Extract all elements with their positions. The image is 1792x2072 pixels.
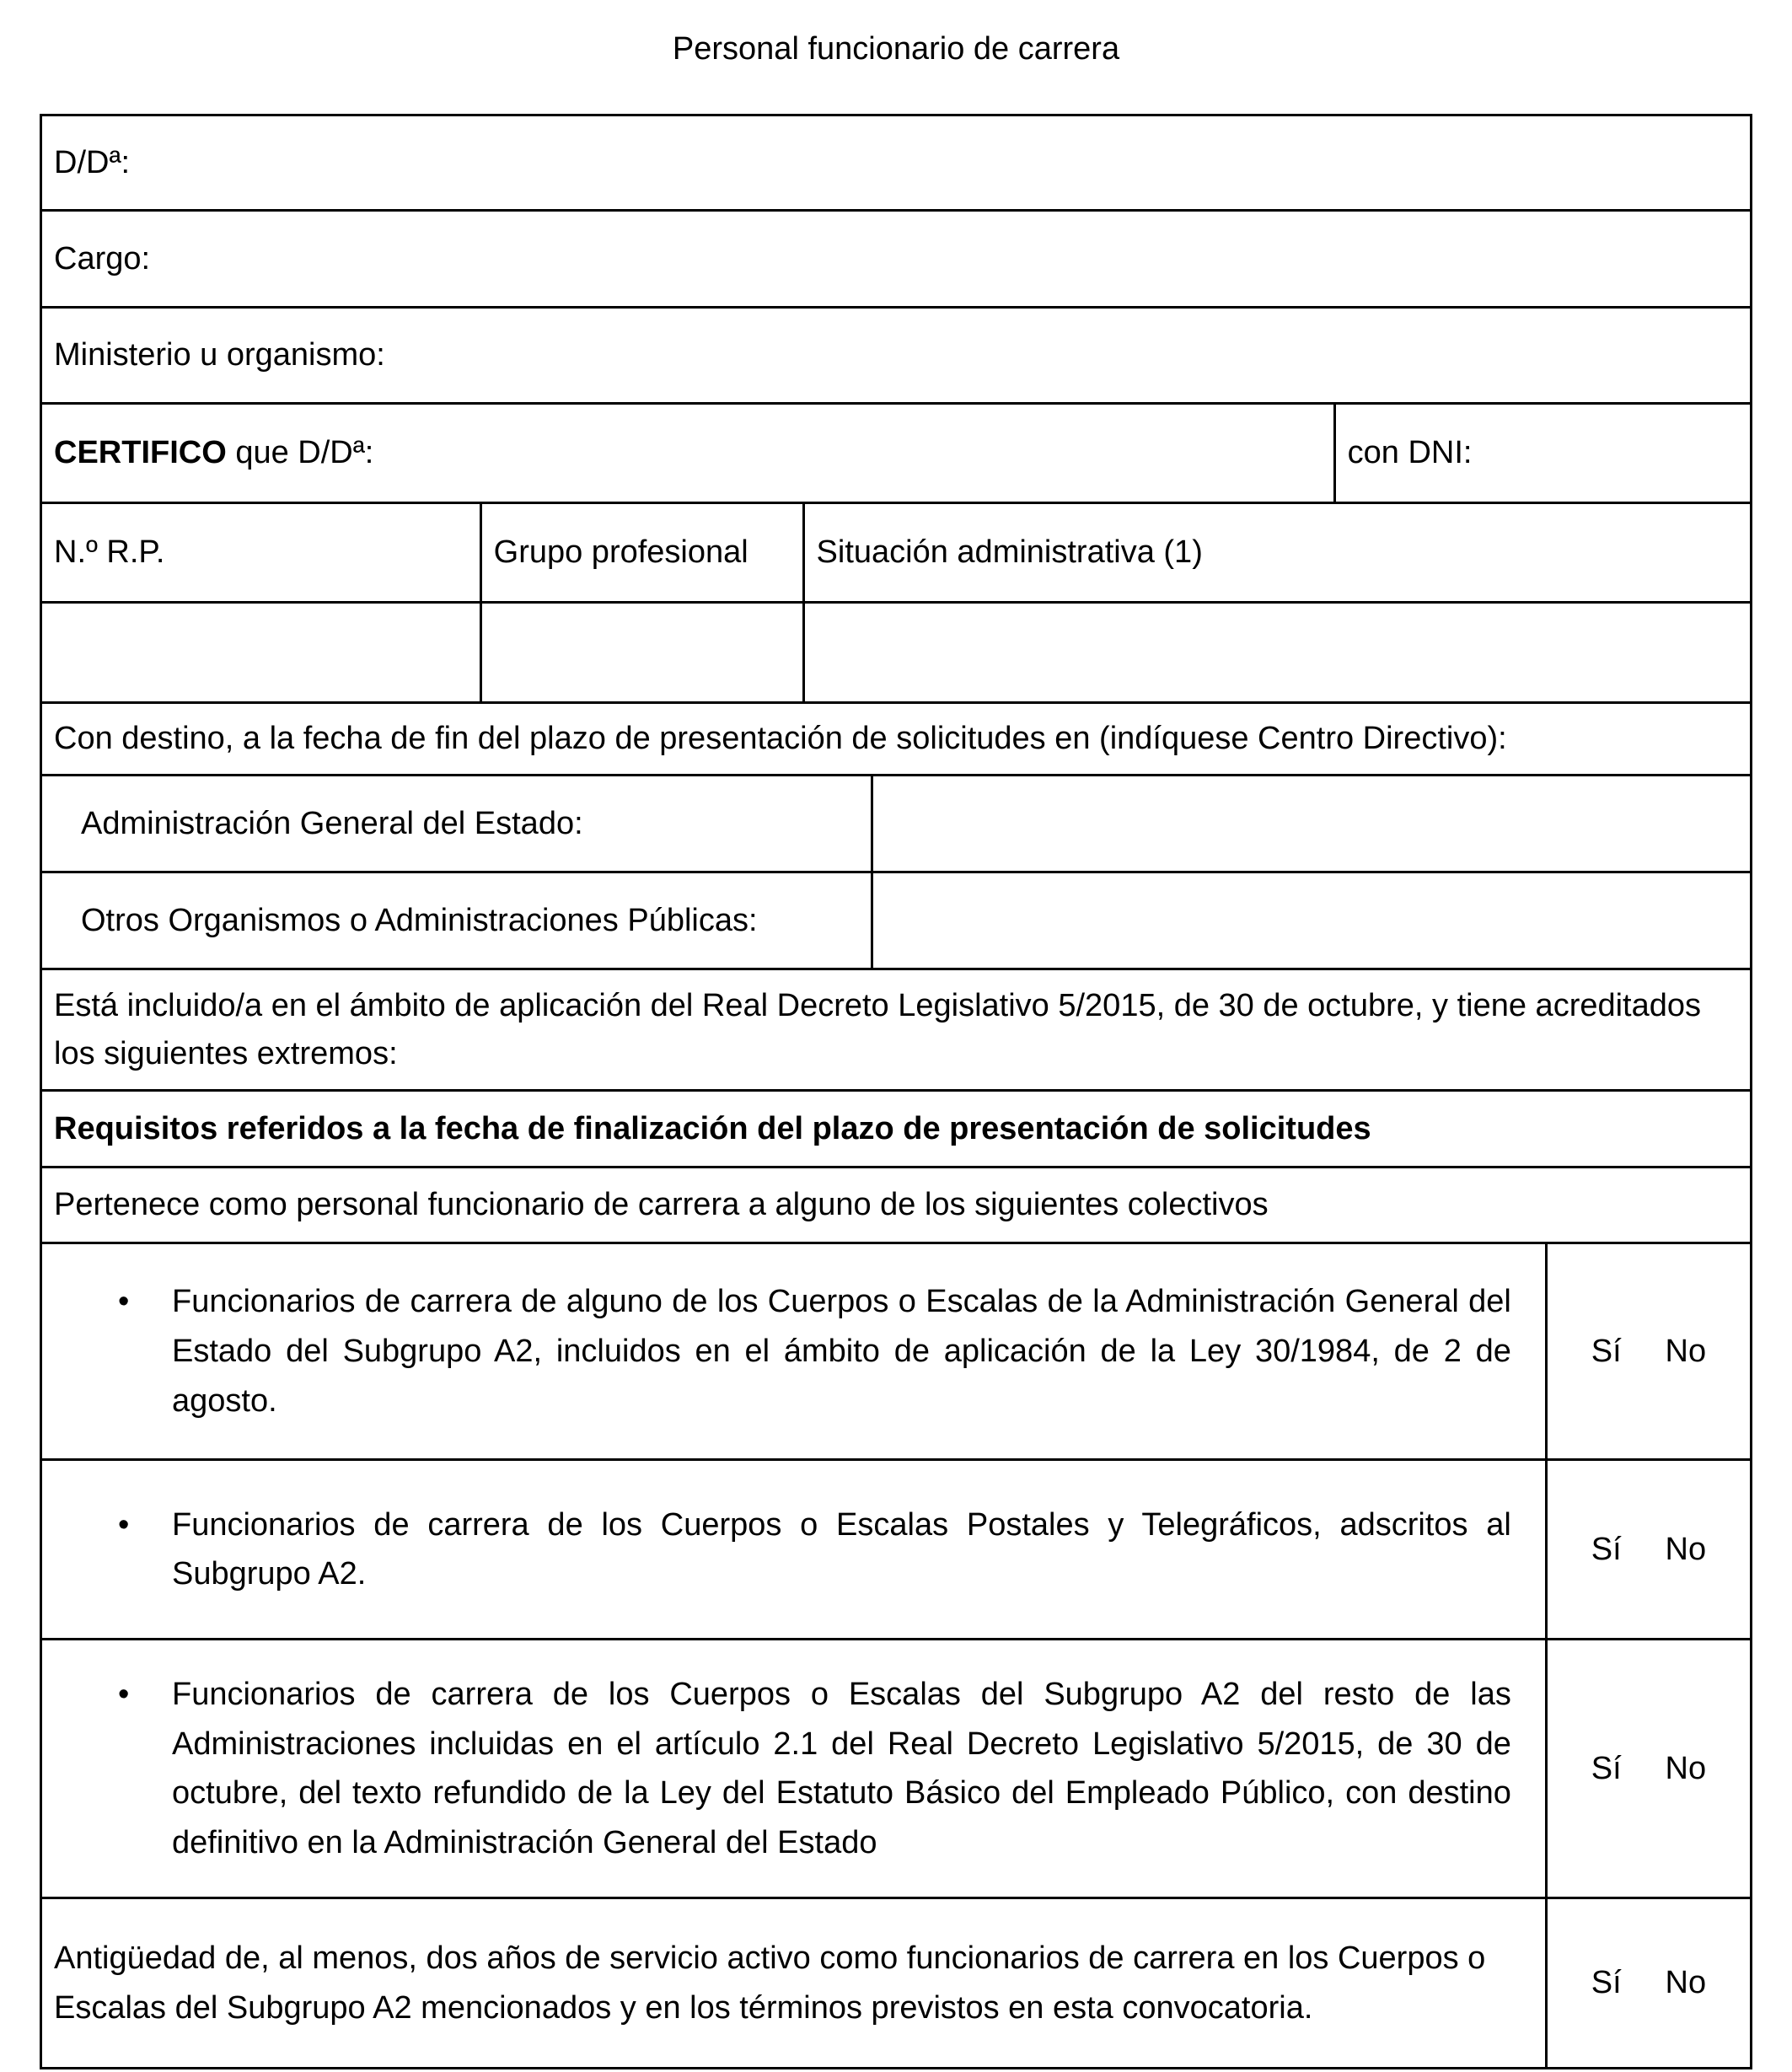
requirement-3-options-cell [1545,1640,1750,1897]
bullet-icon: • [118,1284,130,1320]
pertenece-cell [42,1168,1750,1242]
row-otros [42,873,1750,970]
otros-value-cell [871,873,1750,968]
requirement-1-option-yes: Sí [1591,1333,1622,1369]
requisitos-heading: Requisitos referidos a la fecha de finalización del plazo de presentación de solicitudes [54,1110,1371,1146]
cargo-label: Cargo: [54,240,151,276]
grupo-value-cell [480,604,802,701]
nrp-label: N.º R.P. [54,534,165,571]
requirement-2-wrap [118,1500,1533,1600]
dda-field-cell [42,116,1750,209]
requirement-row-1 [42,1244,1750,1461]
requirement-row-2 [42,1461,1750,1640]
row-incluido [42,970,1750,1092]
otros-label-cell [42,873,871,968]
requirement-2-text: Funcionarios de carrera de los Cuerpos o Escalas Postales y Telegráficos, adscritos al Subgrupo A2. [172,1506,1511,1592]
nrp-value-cell [42,604,480,701]
row-cargo [42,212,1750,309]
requirement-4-text-cell [42,1899,1545,2067]
destino-heading: Con destino, a la fecha de fin del plazo de presentación de solicitudes en (indíquese Centro Directivo): [54,721,1507,757]
dni-label: con DNI: [1347,435,1473,471]
nrp-header-cell [42,504,480,601]
situacion-value-cell [802,604,1750,701]
certifico-rest: que D/Dª: [226,435,374,471]
requirement-2-options-cell [1545,1461,1750,1638]
requirement-4-text: Antigüedad de, al menos, dos años de servicio activo como funcionarios de carrera en los Cuerpos o Escalas del Subgrupo A2 mencionados y en los términos previstos en esta convocatoria. [54,1940,1486,2026]
dda-label: D/Dª: [54,144,131,180]
grupo-label: Grupo profesional [493,534,748,571]
grupo-header-cell [480,504,802,601]
requirement-4-option-no: No [1665,1965,1707,2001]
certifico-keyword: CERTIFICO [54,435,227,471]
age-value-cell [871,776,1750,871]
row-column-values [42,604,1750,704]
ministerio-label: Ministerio u organismo: [54,337,385,373]
bullet-icon: • [118,1506,130,1543]
requirement-1-option-no: No [1665,1333,1707,1369]
requirement-3-text: Funcionarios de carrera de los Cuerpos o Escalas del Subgrupo A2 del resto de las Administraciones incluidas en el artículo 2.1 del Real Decreto Legislativo 5/2015, de 30 de octubre, del texto refundido de la Ley del Estatuto Básico del Empleado Público, con destino definitivo en la Administración General del Estado [172,1676,1511,1861]
row-dda [42,116,1750,212]
requirement-3-wrap [118,1670,1533,1869]
requirement-row-3 [42,1640,1750,1899]
row-ministerio [42,309,1750,405]
requirement-3-option-yes: Sí [1591,1750,1622,1786]
ministerio-field-cell [42,309,1750,402]
dni-field-cell [1333,405,1750,502]
bullet-icon: • [118,1676,130,1712]
requirement-2-text-cell [42,1461,1545,1638]
incluido-text: Está incluido/a en el ámbito de aplicación del Real Decreto Legislativo 5/2015, de 30 de octubre, y tiene acreditados los siguientes extremos: [54,987,1702,1071]
situacion-label: Situación administrativa (1) [816,534,1203,571]
cargo-field-cell [42,212,1750,306]
age-label: Administración General del Estado: [81,805,583,841]
situacion-header-cell [802,504,1750,601]
age-label-cell [42,776,871,871]
requirement-1-text-cell [42,1244,1545,1458]
row-age [42,776,1750,873]
pertenece-text: Pertenece como personal funcionario de carrera a alguno de los siguientes colectivos [54,1187,1269,1223]
requisitos-heading-cell [42,1092,1750,1166]
certifico-text [54,435,373,471]
row-pertenece [42,1168,1750,1244]
row-destino-heading [42,704,1750,776]
row-column-headers [42,504,1750,604]
certificate-form-table [40,114,1752,2069]
requirement-4-options-cell [1545,1899,1750,2067]
requirement-3-text-cell [42,1640,1545,1897]
row-requisitos-heading [42,1092,1750,1168]
requirement-2-option-no: No [1665,1531,1707,1567]
requirement-1-text: Funcionarios de carrera de alguno de los Cuerpos o Escalas de la Administración General del Estado del Subgrupo A2, incluidos en el ámbito de aplicación de la Ley 30/1984, de 2 de agosto. [172,1284,1511,1419]
otros-label: Otros Organismos o Administraciones Públicas: [81,902,758,938]
requirement-row-4 [42,1899,1750,2067]
document-title: Personal funcionario de carrera [672,31,1120,67]
certifico-field-cell [42,405,1333,502]
row-certifico [42,405,1750,504]
requirement-1-options-cell [1545,1244,1750,1458]
requirement-3-option-no: No [1665,1750,1707,1786]
requirement-2-option-yes: Sí [1591,1531,1622,1567]
requirement-4-option-yes: Sí [1591,1965,1622,2001]
destino-heading-cell [42,704,1750,774]
incluido-cell [42,970,1750,1089]
requirement-1-wrap [118,1277,1533,1426]
